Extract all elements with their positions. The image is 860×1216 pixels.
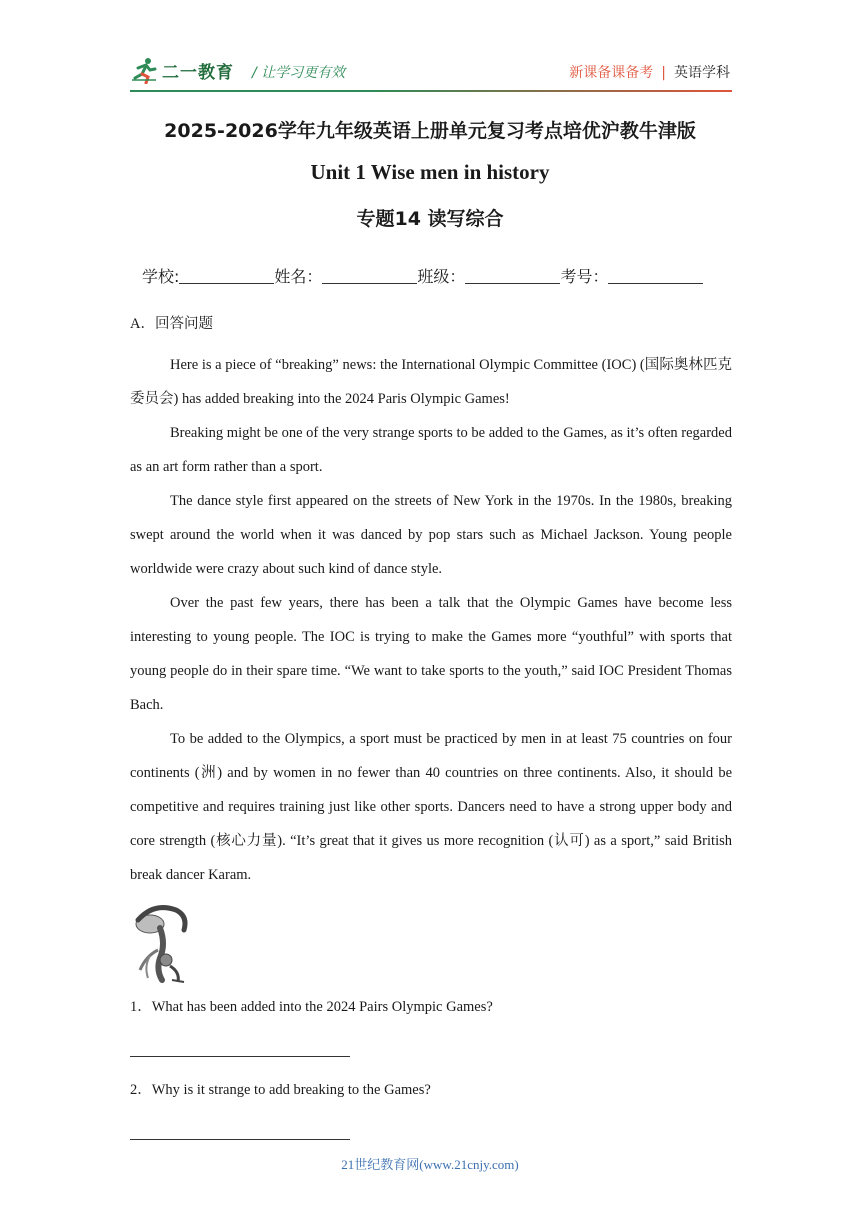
- answer-line[interactable]: [130, 1117, 350, 1140]
- student-info-row: [142, 264, 742, 287]
- question-item: 1．What has been added into the 2024 Pairs Olympic Games?: [130, 999, 493, 1015]
- exam-number-blank: [608, 267, 703, 284]
- passage-paragraph: Here is a piece of “breaking” news: the International Olympic Committee (IOC) (国际奥林匹克委员会) has added breaking into the 2024 Paris Olympic Games!: [130, 357, 732, 407]
- reading-section: [130, 314, 732, 1140]
- name-blank: [322, 267, 417, 284]
- passage-paragraph: The dance style first appeared on the streets of New York in the 1970s. In the 1980s, breaking swept around the world when it was danced by pop stars such as Michael Jackson. Young people worldwide were crazy about such kind of dance style.: [130, 493, 732, 577]
- class-blank: [465, 267, 560, 284]
- passage-paragraph: Over the past few years, there has been a talk that the Olympic Games have become less interesting to young people. The IOC is trying to make the Games more “youthful” with sports that young people do in their spare time. “We want to take sports to the youth,” said IOC President Thomas Bach.: [130, 595, 732, 713]
- exam-number-label: 考号：: [560, 267, 609, 286]
- breakdancer-illustration: [130, 900, 200, 984]
- footer[interactable]: 21世纪教育网(www.21cnjy.com): [341, 1157, 519, 1172]
- header-separator: |: [661, 65, 666, 81]
- page-title: 2025-2026学年九年级英语上册单元复习考点培优沪教牛津版: [164, 120, 696, 142]
- logo: [130, 56, 234, 84]
- slogan: / 让学习更有效: [252, 65, 346, 81]
- school-label: 学校:: [142, 267, 180, 286]
- topic-title: 专题14 读写综合: [356, 208, 504, 230]
- section-label: A．回答问题: [130, 316, 213, 332]
- class-label: 班级：: [417, 267, 466, 286]
- runner-logo-icon: [130, 56, 158, 84]
- name-label: 姓名：: [274, 267, 323, 286]
- logo-text: 二一教育: [162, 62, 234, 83]
- header-subject: 英语学科: [674, 65, 730, 81]
- breakdancer-image: [130, 900, 732, 986]
- header-right: [569, 62, 730, 82]
- passage-paragraph: To be added to the Olympics, a sport must be practiced by men in at least 75 countries on four continents (洲) and by women in no fewer than 40 countries on three continents. Also, it should be competitive and requires training just like other sports. Dancers need to have a strong upper body and core strength (核心力量). “It’s great that it gives us more recognition (认可) as a sport,” said British break dancer Karam.: [130, 731, 732, 883]
- page-header: [130, 56, 730, 92]
- unit-title: Unit 1 Wise men in history: [310, 160, 550, 184]
- answer-line[interactable]: [130, 1034, 350, 1057]
- question-item: 2．Why is it strange to add breaking to the Games?: [130, 1082, 431, 1098]
- header-tagline: 新课备课备考: [569, 65, 654, 81]
- passage-paragraph: Breaking might be one of the very strange sports to be added to the Games, as it’s often regarded as an art form rather than a sport.: [130, 425, 732, 475]
- school-blank: [179, 267, 274, 284]
- header-divider: [130, 90, 732, 92]
